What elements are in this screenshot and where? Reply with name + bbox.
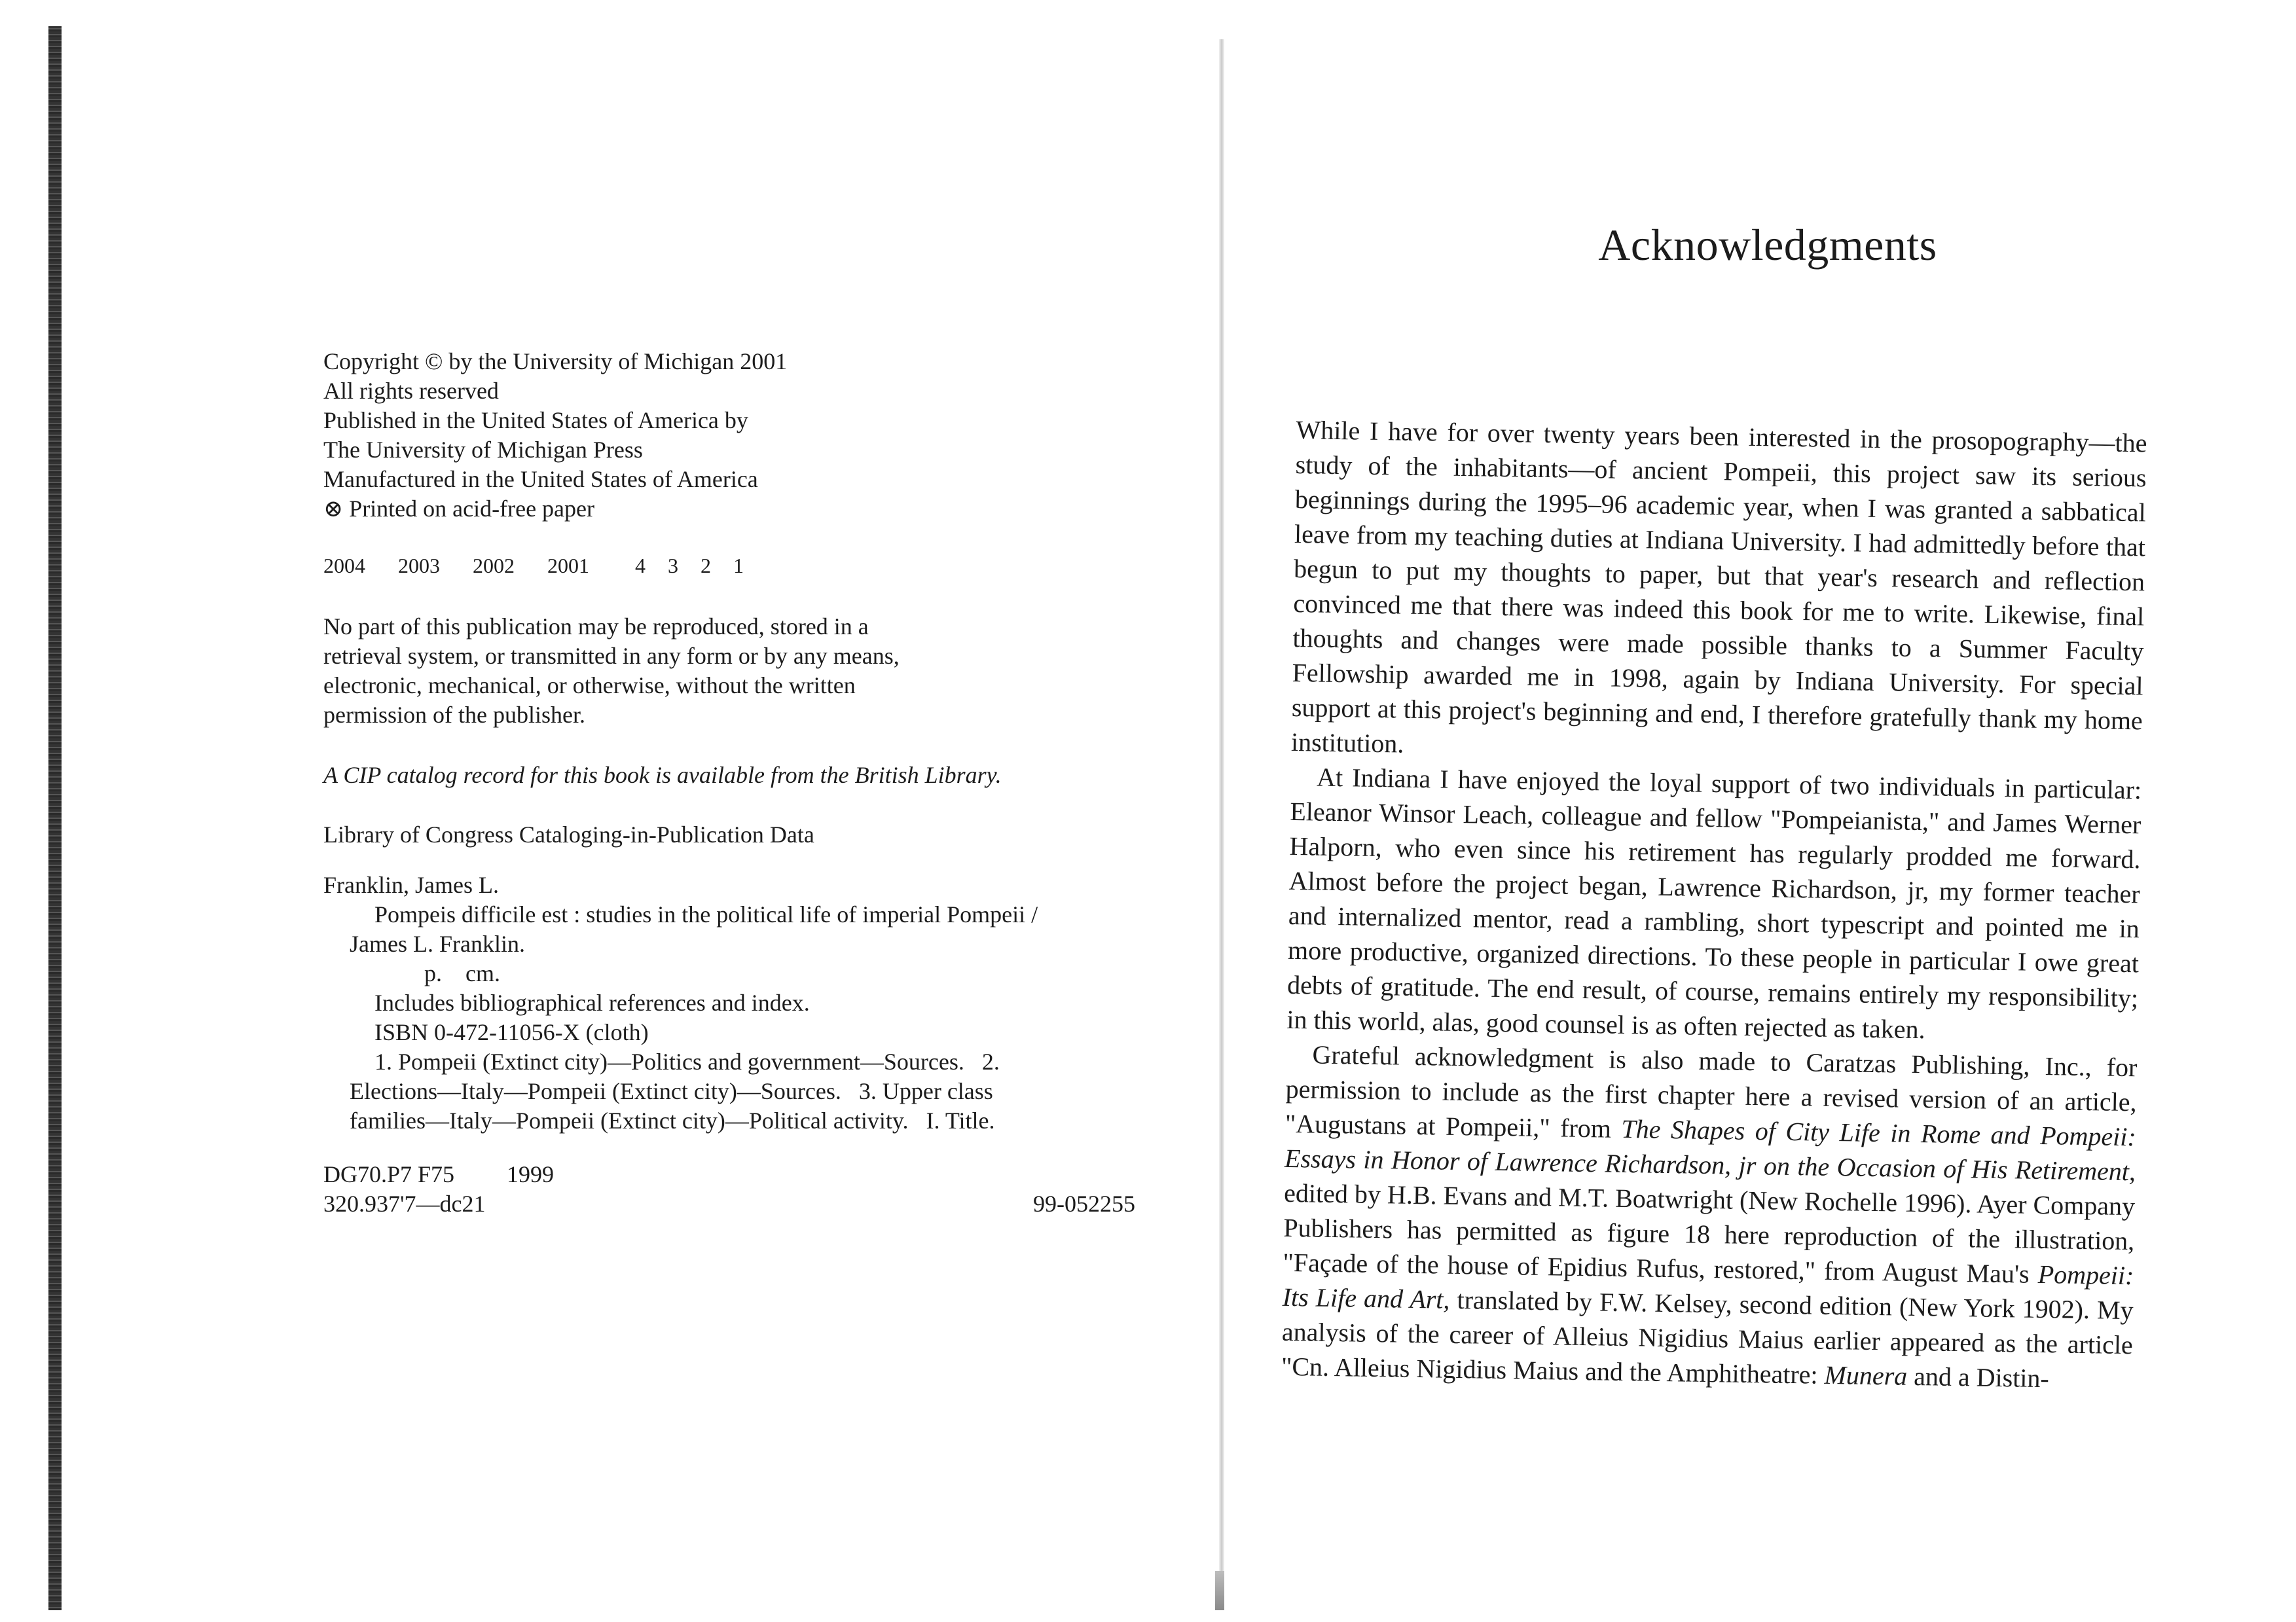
rights-line: No part of this publication may be reproduced, stored in a [323, 613, 869, 640]
paragraph-3-text: Grateful acknowledgment is also made to Caratzas Publishing, Inc., for permission to include as the first chapter here a revised version of an article, "Augustans at Pompeii," from [1285, 1039, 2138, 1144]
paragraph-3-text: and a Distin- [1906, 1361, 2050, 1394]
paragraph-3 [1281, 1037, 2138, 1397]
book-title: The Shapes of City Life in Rome and Pompeii: Essays in Honor of Lawrence Richardson, jr on the Occasion of His Retirement, [1284, 1113, 2137, 1187]
rights-reserved-line: All rights reserved [323, 378, 499, 404]
printing-number: 3 [668, 554, 678, 577]
paragraph-2: At Indiana I have enjoyed the loyal support of two individuals in particular: Eleanor Winsor Leach, colleague and fellow "Pompeianista," and James Werner Halporn, who even since his retirement has regularly prodded me forward. Almost before the project began, Lawrence Richardson, jr, my former teacher and internalized mentor, read a rambling, short typescript and pointed me in more productive, organized directions. To these people in particular I owe great debts of gratitude. The end result, of course, remains entirely my responsibility; in this world, alas, good counsel is as often rejected as taken. [1286, 762, 2142, 1045]
cip-author: Franklin, James L. [323, 872, 499, 898]
page-gutter [1219, 39, 1224, 1610]
cip-notes: Includes bibliographical references and index. [374, 990, 810, 1016]
rights-notice [323, 612, 900, 730]
cip-subjects-cont: Elections—Italy—Pompeii (Extinct city)—Sources. 3. Upper class [350, 1078, 993, 1104]
cip-heading: Library of Congress Cataloging-in-Publication Data [323, 821, 814, 848]
cip-subjects-cont: families—Italy—Pompeii (Extinct city)—Political activity. I. Title. [350, 1108, 995, 1134]
rights-line: retrieval system, or transmitted in any form or by any means, [323, 643, 900, 669]
italic-term: Munera [1824, 1360, 1908, 1391]
cip-title: Pompeis difficile est : studies in the political life of imperial Pompeii / [374, 901, 1038, 928]
press-line: The University of Michigan Press [323, 437, 643, 463]
paragraph-3-text: translated by F.W. Kelsey, second edition (New York 1902). My analysis of the career of Alleius Nigidius Maius earlier appeared as the article "Cn. Alleius Nigidius Maius and the Amphitheatre: [1281, 1284, 2134, 1390]
dewey-number: 320.937'7—dc21 [323, 1191, 486, 1217]
cip-note: A CIP catalog record for this book is available from the British Library. [323, 762, 1002, 788]
manufactured-line: Manufactured in the United States of America [323, 466, 758, 492]
copyright-line: Copyright © by the University of Michigan 2001 [323, 348, 788, 374]
paragraph-3-text: edited by H.B. Evans and M.T. Boatwright (New Rochelle 1996). Ayer Company Publishers has permitted as figure 18 here reproduction of the illustration, "Façade of the house of Epidius Rufus, restored," from August Mau's [1283, 1178, 2136, 1289]
acid-free-icon: ⊗ [323, 496, 344, 522]
printing-year: 2003 [398, 554, 440, 577]
scan-binding-edge [48, 26, 62, 1610]
printing-line [323, 551, 766, 581]
printing-number: 1 [733, 554, 744, 577]
printing-number: 2 [701, 554, 711, 577]
acknowledgments-body [1281, 412, 2147, 1397]
printing-year: 2001 [547, 554, 589, 577]
call-number-line [323, 1160, 1135, 1189]
book-title: Pompeii: Its Life and Art, [1282, 1259, 2134, 1314]
printing-year: 2002 [473, 554, 515, 577]
paragraph-1: While I have for over twenty years been interested in the prosopography—the study of the inhabitants—of ancient Pompeii, this project saw its serious beginnings during the 1995–96 academic year, when I was granted a sabbatical leave from my teaching duties at Indiana University. I had admittedly before that begun to put my thoughts to paper, but that year's research and reflection convinced me that there was indeed this book for me to write. Likewise, final thoughts and changes were made possible thanks to a Summer Faculty Fellowship awarded me in 1998, again by Indiana University. For special support at this project's beginning and end, I therefore gratefully thank my home institution. [1290, 414, 2147, 759]
printing-number: 4 [635, 554, 646, 577]
cip-isbn: ISBN 0-472-11056-X (cloth) [374, 1019, 649, 1045]
lccn: 99-052255 [1033, 1191, 1135, 1217]
rights-line: electronic, mechanical, or otherwise, without the written [323, 672, 856, 698]
cip-title-cont: James L. Franklin. [350, 931, 525, 957]
call-year: 1999 [507, 1161, 555, 1187]
gutter-shadow [1215, 1571, 1224, 1610]
published-line: Published in the United States of America by [323, 407, 748, 433]
cip-subjects: 1. Pompeii (Extinct city)—Politics and government—Sources. 2. [374, 1049, 1000, 1075]
cip-physical: p. cm. [424, 960, 500, 986]
cip-record [323, 871, 1175, 1136]
printing-year: 2004 [323, 554, 365, 577]
copyright-block [323, 347, 787, 524]
classification-block [323, 1160, 1135, 1219]
acid-free-text: Printed on acid-free paper [349, 496, 594, 522]
acid-free-line [323, 494, 787, 524]
rights-line: permission of the publisher. [323, 702, 585, 728]
call-number: DG70.P7 F75 [323, 1161, 455, 1187]
page-title: Acknowledgments [1598, 220, 1937, 270]
